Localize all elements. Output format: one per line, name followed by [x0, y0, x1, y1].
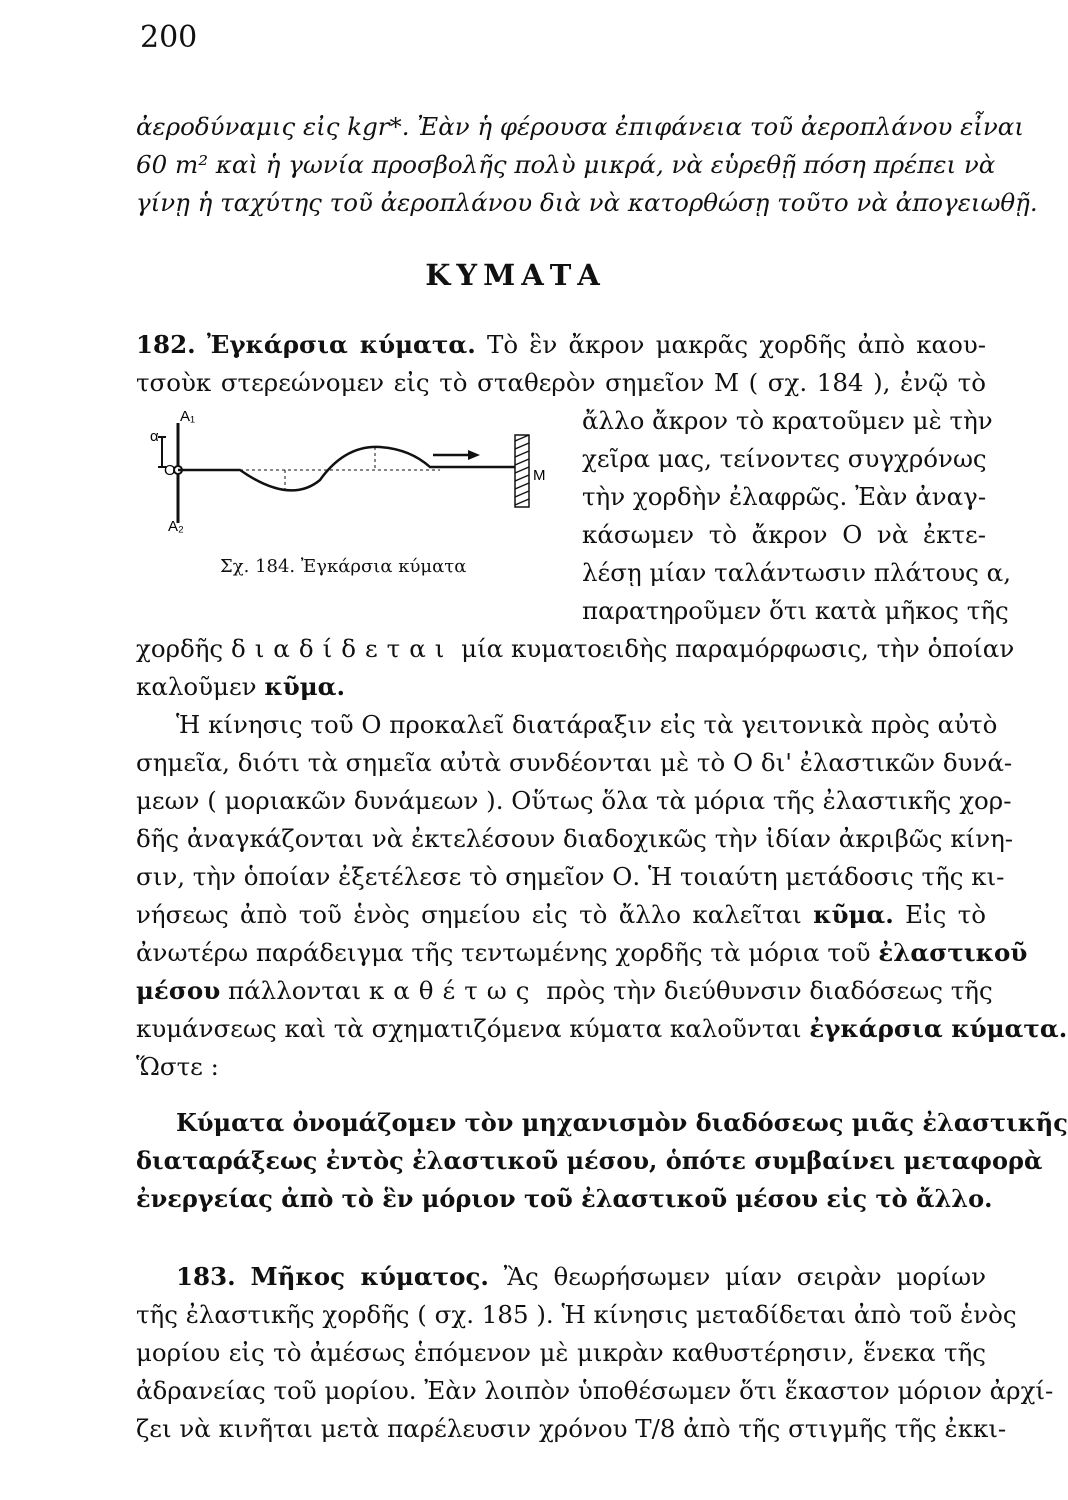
section-182-line-diadidetai: χορδῆς διαδίδεται μία κυματοειδὴς παραμόρφωσις, τὴν ὁποίαν — [136, 634, 1015, 663]
para2-line-5: σιν, τὴν ὁποίαν ἐξετέλεσε τὸ σημεῖον Ο. Ἡ τοιαύτη μετάδοσις τῆς κι- — [136, 862, 1005, 891]
figure-label-a: α — [150, 428, 159, 445]
para2-line-8: μέσου πάλλονται καθέτως πρὸς τὴν διεύθυνσιν διαδόσεως τῆς — [136, 976, 993, 1005]
section-182-line-2: τσοὺκ στερεώνομεν εἰς τὸ σταθερὸν σημεῖον Μ ( σχ. 184 ), ἐνῷ τὸ — [136, 368, 986, 397]
para2-line-1: Ἡ κίνησις τοῦ Ο προκαλεῖ διατάραξιν εἰς τὰ γειτονικὰ πρὸς αὐτὸ — [176, 710, 998, 739]
para2-line-6: νήσεως ἀπὸ τοῦ ἑνὸς σημείου εἰς τὸ ἄλλο καλεῖται κῦμα. Εἰς τὸ — [136, 900, 987, 929]
section-182-number: 182. — [136, 330, 196, 359]
figure-caption: Σχ. 184. Ἐγκάρσια κύματα — [220, 556, 467, 577]
section-182-wrap-line-3: τὴν χορδὴν ἐλαφρῶς. Ἐὰν ἀναγ- — [582, 482, 987, 511]
para2-line-4: δῆς ἀναγκάζονται νὰ ἐκτελέσουν διαδοχικῶς τὴν ἰδίαν ἀκριβῶς κίνη- — [136, 824, 1014, 853]
intro-line-3: γίνῃ ἡ ταχύτης τοῦ ἀεροπλάνου διὰ νὰ κατορθώσῃ τοῦτο νὰ ἀπογειωθῇ. — [136, 188, 1038, 217]
section-183-number: 183. — [176, 1262, 236, 1291]
definition-line-2: διαταράξεως ἐντὸς ἐλαστικοῦ μέσου, ὁπότε συμβαίνει μεταφορὰ — [136, 1146, 1043, 1175]
spaced-word-diadidetai: διαδίδεται — [230, 634, 454, 663]
para2-line-9: κυμάνσεως καὶ τὰ σχηματιζόμενα κύματα καλοῦνται ἐγκάρσια κύματα. — [136, 1014, 1068, 1043]
para2-line-2: σημεῖα, διότι τὰ σημεῖα αὐτὰ συνδέονται μὲ τὸ Ο δι' ἐλαστικῶν δυνά- — [136, 748, 1013, 777]
term-kyma-2: κῦμα. — [813, 900, 894, 929]
section-182-line-1 — [136, 330, 986, 359]
para2-line-10: Ὥστε : — [136, 1052, 219, 1081]
definition-line-1: Κύματα ὀνομάζομεν τὸν μηχανισμὸν διαδόσεως μιᾶς ἐλαστικῆς — [176, 1108, 1068, 1137]
figure-184 — [140, 405, 560, 545]
section-183-line-1: 183. Μῆκος κύματος. Ἂς θεωρήσωμεν μίαν σειρὰν μορίων — [176, 1262, 986, 1291]
spaced-word-kathetos: καθέτως — [368, 976, 539, 1005]
figure-label-a1: A₁ — [180, 408, 196, 425]
para2-line-3: μεων ( μοριακῶν δυνάμεων ). Οὕτως ὅλα τὰ μόρια τῆς ἐλαστικῆς χορ- — [136, 786, 1012, 815]
section-182-title: Ἐγκάρσια κύματα. — [206, 330, 476, 359]
term-mesou: μέσου — [136, 976, 221, 1005]
figure-label-a2: A₂ — [168, 518, 184, 535]
section-182-wrap-line-2: χεῖρα μας, τείνοντες συγχρόνως — [582, 444, 987, 473]
term-elastikou: ἐλαστικοῦ — [878, 938, 1028, 967]
para2-line-7: ἀνωτέρω παράδειγμα τῆς τεντωμένης χορδῆς τὰ μόρια τοῦ ἐλαστικοῦ — [136, 938, 1028, 967]
section-182-wrap-line-6: παρατηροῦμεν ὅτι κατὰ μῆκος τῆς — [582, 596, 1009, 625]
definition-line-3: ἐνεργείας ἀπὸ τὸ ἓν μόριον τοῦ ἐλαστικοῦ μέσου εἰς τὸ ἄλλο. — [136, 1184, 993, 1213]
figure-label-m: M — [533, 467, 546, 484]
term-kyma: κῦμα. — [264, 672, 346, 701]
section-182-line-kyma: καλοῦμεν κῦμα. — [136, 672, 346, 701]
section-183-line-3: μορίου εἰς τὸ ἀμέσως ἑπόμενον μὲ μικρὰν καθυστέρησιν, ἕνεκα τῆς — [136, 1338, 986, 1367]
section-183-line-2: τῆς ἐλαστικῆς χορδῆς ( σχ. 185 ). Ἡ κίνησις μεταδίδεται ἀπὸ τοῦ ἑνὸς — [136, 1300, 1017, 1329]
intro-line-2: 60 m² καὶ ἡ γωνία προσβολῆς πολὺ μικρά, νὰ εὑρεθῇ πόση πρέπει νὰ — [136, 150, 996, 179]
figure-label-o: O — [164, 462, 176, 479]
page-number: 200 — [140, 20, 198, 55]
figure-wave — [178, 447, 515, 491]
section-182-wrap-line-1: ἄλλο ἄκρον τὸ κρατοῦμεν μὲ τὴν — [582, 406, 993, 435]
chapter-title: ΚΥΜΑΤΑ — [425, 258, 606, 292]
section-183-line-4: ἀδρανείας τοῦ μορίου. Ἐὰν λοιπὸν ὑποθέσωμεν ὅτι ἕκαστον μόριον ἀρχί- — [136, 1376, 1054, 1405]
section-182-wrap-line-4: κάσωμεν τὸ ἄκρον Ο νὰ ἐκτε- — [582, 520, 986, 549]
section-183-title: Μῆκος κύματος. — [250, 1262, 489, 1291]
term-enkarsia-kymata: ἐγκάρσια κύματα. — [809, 1014, 1068, 1043]
section-183-line-5: ζει νὰ κινῆται μετὰ παρέλευσιν χρόνου Τ/8 ἀπὸ τῆς στιγμῆς τῆς ἐκκι- — [136, 1414, 1007, 1443]
section-182-wrap-line-5: λέσῃ μίαν ταλάντωσιν πλάτους α, — [582, 558, 1011, 587]
intro-line-1: ἀεροδύναμις εἰς kgr*. Ἐὰν ἡ φέρουσα ἐπιφάνεια τοῦ ἀεροπλάνου εἶναι — [136, 112, 1024, 141]
section-182-line-1-text: Τὸ ἓν ἄκρον μακρᾶς χορδῆς ἀπὸ καου- — [486, 330, 986, 359]
